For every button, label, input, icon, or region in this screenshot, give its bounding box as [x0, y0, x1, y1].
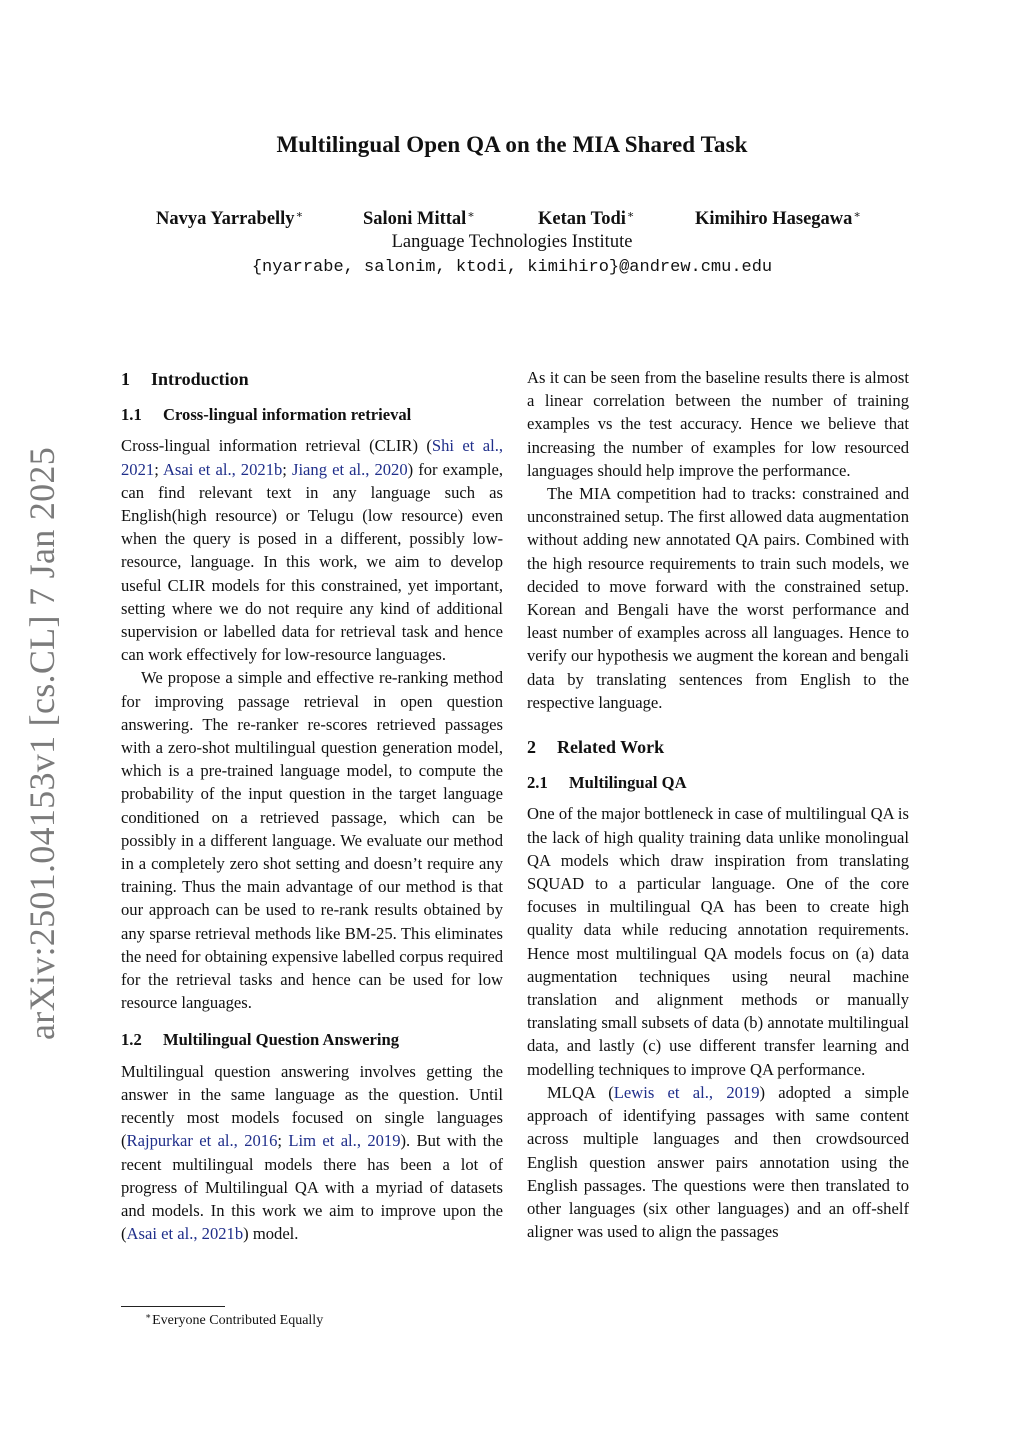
subsection-heading-multilingual-qa-related: [527, 771, 909, 794]
paragraph-mlqa: MLQA (Lewis et al., 2019) adopted a simple approach of identifying passages with same content across multiple languages and then crowdsourced English question answer pairs annotation using the English passages. The questions were then translated to other languages (six other languages) and an off-shelf aligner was used to align the passages: [527, 1082, 909, 1242]
section-title: Related Work: [557, 737, 665, 758]
author-name: Saloni Mittal: [363, 209, 467, 229]
author-2: [363, 208, 475, 230]
footnote-rule: [121, 1306, 225, 1307]
citation-link[interactable]: Asai et al., 2021b: [126, 1224, 244, 1244]
author-list: [0, 208, 1024, 234]
citation-link[interactable]: Lewis et al., 2019: [613, 1082, 760, 1102]
paragraph-reranking: We propose a simple and effective re-ranking method for improving passage retrieval in open question answering. The re-ranker re-scores retrieved passages with a zero-shot multilingual question generation model, which is a pre-trained language model, to compute the probability of the input question in the target language conditioned on a retrieved passage, which can be possibly in a different language. We evaluate our method in a completely zero shot setting and doesn’t require any training. Thus the main advantage of our method is that our approach can be used to re-rank results obtained by any sparse retrieval methods like BM-25. This eliminates the need for obtaining expensive labelled corpus required for the retrieval tasks and hence can be used for low resource languages.: [121, 668, 503, 1013]
author-1: [156, 208, 303, 230]
paper-title: Multilingual Open QA on the MIA Shared Task: [276, 132, 748, 157]
author-3: [538, 208, 634, 230]
subsection-title: Multilingual QA: [569, 773, 687, 793]
paragraph-mia-tracks: The MIA competition had to tracks: constrained and unconstrained setup. The first allowed data augmentation without adding new annotated QA pairs. Combined with the high resource requirements to train such models, we decided to move forward with the constrained setup. Korean and Bengali have the worst performance and least number of examples across all languages. Hence to verify our hypothesis we augment the korean and bengali data by translating sentences from English to the respective language.: [527, 484, 909, 712]
citation-link[interactable]: Rajpurkar et al., 2016: [126, 1131, 278, 1151]
citation-link[interactable]: Shi et al., 2021: [121, 436, 503, 479]
citation-link[interactable]: Lim et al., 2019: [288, 1131, 401, 1151]
section-heading-introduction: [121, 368, 503, 391]
citation-link[interactable]: Asai et al., 2021b: [162, 459, 283, 479]
equal-contribution-mark: ∗: [853, 209, 861, 221]
citation-link[interactable]: Jiang et al., 2020: [291, 459, 408, 479]
author-name: Kimihiro Hasegawa: [695, 209, 853, 229]
footnote-mark: ∗: [145, 1311, 152, 1321]
paragraph-baseline: As it can be seen from the baseline results there is almost a linear correlation between the number of training examples vs the test accuracy. Hence we believe that increasing the number of examples for low resourced languages should help improve the performance.: [527, 368, 909, 480]
section-heading-related-work: [527, 736, 909, 759]
footnote-text: Everyone Contributed Equally: [152, 1313, 324, 1328]
section-number: 1: [121, 369, 130, 389]
paragraph-bottleneck: One of the major bottleneck in case of multilingual QA is the lack of high quality training data unlike monolingual QA models which draw inspiration from translating SQUAD to a particular language. One of the core focuses in multilingual QA has been to create high quality data while reducing annotation requirements. Hence most multilingual QA models focus on (a) data augmentation techniques using neural machine translation and alignment methods or manually translating small subsets of data (b) annotate multilingual data, and lastly (c) use different transfer learning and modelling techniques to improve QA performance.: [527, 804, 909, 1079]
author-emails[interactable]: {nyarrabe, salonim, ktodi, kimihiro}@andrew.cmu.edu: [251, 258, 773, 277]
subsection-number: 2.1: [527, 773, 548, 793]
section-title: Introduction: [151, 369, 249, 389]
equal-contribution-mark: ∗: [467, 209, 475, 221]
subsection-title: Cross-lingual information retrieval: [163, 405, 412, 425]
subsection-number: 1.1: [121, 405, 142, 425]
subsection-heading-clir: [121, 403, 503, 426]
section-number: 2: [527, 737, 536, 758]
subsection-heading-multilingual-qa: [121, 1028, 503, 1051]
right-column: [527, 366, 909, 1243]
equal-contribution-mark: ∗: [626, 209, 635, 221]
affiliation: Language Technologies Institute: [391, 232, 633, 252]
arxiv-identifier-stamp: arXiv:2501.04153v1 [cs.CL] 7 Jan 2025: [22, 446, 62, 1040]
author-name: Ketan Todi: [538, 209, 626, 229]
equal-contribution-mark: ∗: [295, 209, 304, 221]
footnote: [145, 1311, 323, 1329]
left-column: [121, 366, 503, 1245]
subsection-title: Multilingual Question Answering: [163, 1030, 400, 1050]
author-name: Navya Yarrabelly: [156, 209, 295, 229]
paragraph-clir: Cross-lingual information retrieval (CLIR) (Shi et al., 2021; Asai et al., 2021b; Jiang et al., 2020) for example, can find relevant text in any language such as English(high resource) or Telugu (low resource) even when the query is posed in a different, possibly low-resource, language. In this work, we aim to develop useful CLIR models for this constrained, yet important, setting where we do not require any kind of additional supervision or labelled data for retrieval task and hence can work effectively for low-resource languages.: [121, 436, 503, 665]
paragraph-multilingual-qa: Multilingual question answering involves getting the answer in the same language as the question. Until recently most models focused on single languages (Rajpurkar et al., 2016; Lim et al., 2019). But with the recent multilingual models there has been a lot of progress of Multilingual QA with a myriad of datasets and models. In this work we aim to improve upon the (Asai et al., 2021b) model.: [121, 1061, 503, 1244]
author-4: [695, 208, 861, 230]
subsection-number: 1.2: [121, 1030, 142, 1050]
